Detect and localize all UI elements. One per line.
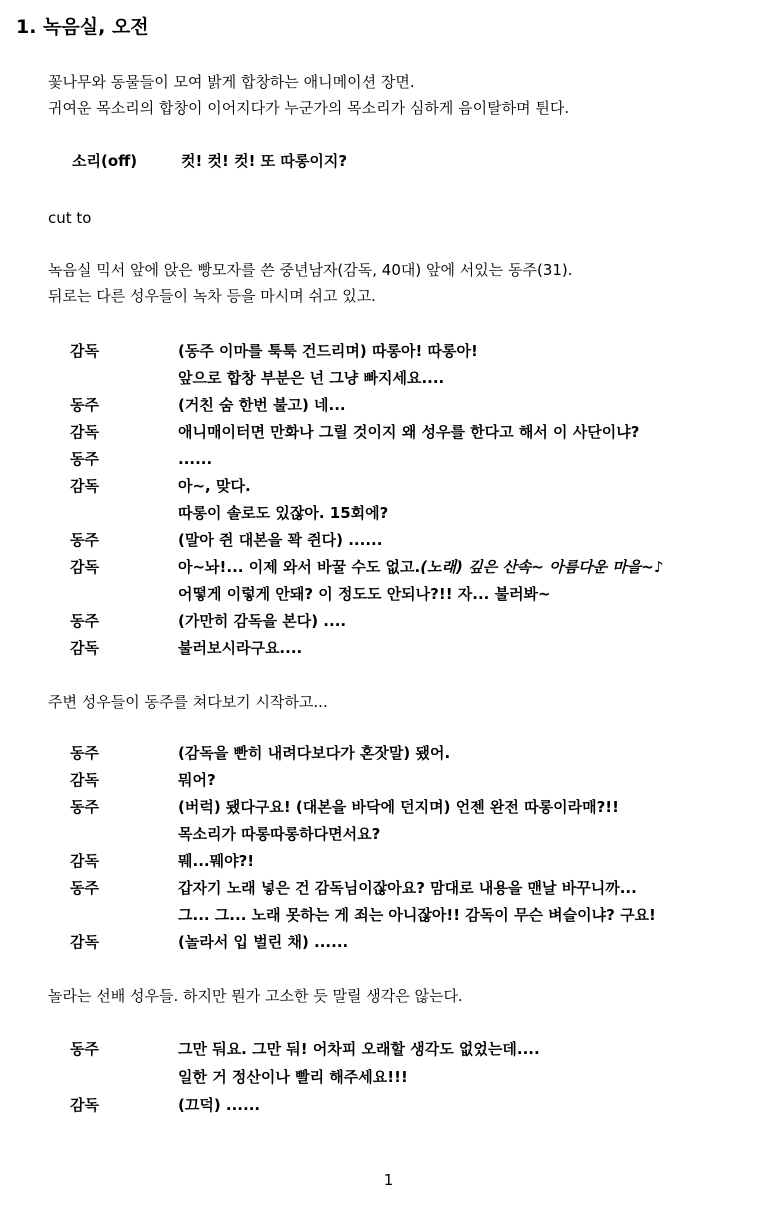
action-line: 꽃나무와 동물들이 모여 밝게 합창하는 애니메이션 장면. [48, 73, 415, 91]
dialogue-row [70, 419, 639, 446]
dialogue-text: 어떻게 이렇게 안돼? 이 정도도 안되나?!! 자... 불러봐~ [178, 585, 551, 603]
dialogue-row [70, 608, 346, 635]
dialogue-row [70, 767, 216, 794]
speaker-name: 동주 [70, 531, 99, 549]
page-number: 1 [383, 1171, 394, 1189]
speaker-name: 감독 [70, 342, 99, 360]
dialogue-text: (감독을 빤히 내려다보다가 혼잣말) 됐어. [178, 744, 451, 762]
dialogue-text: 갑자기 노래 넣은 건 감독님이잖아요? 맘대로 내용을 맨날 바꾸니까... [178, 879, 637, 897]
speaker-name: 감독 [70, 477, 99, 495]
dialogue-row [70, 1092, 260, 1119]
speaker-name: 동주 [70, 879, 99, 897]
dialogue-row [70, 848, 254, 875]
action-line: 귀여운 목소리의 합창이 이어지다가 누군가의 목소리가 심하게 음이탈하며 튄다. [48, 99, 570, 117]
dialogue-text: 불러보시라구요.... [178, 639, 303, 657]
dialogue-text: 뭬...뭬야?! [178, 852, 255, 870]
dialogue-text: 뭐어? [178, 771, 216, 789]
dialogue-row [70, 338, 478, 365]
song-lyric-text: (노래) 깊은 산속~ 아름다운 마을~♪ [420, 558, 664, 576]
speaker-name: 동주 [70, 798, 99, 816]
dialogue-text: 목소리가 따롱따롱하다면서요? [178, 825, 381, 843]
speaker-name: 감독 [70, 771, 99, 789]
dialogue-text: (가만히 감독을 본다) .... [178, 612, 347, 630]
speaker-name: 감독 [70, 852, 99, 870]
speaker-name: 감독 [70, 639, 99, 657]
dialogue-text: ...... [178, 450, 213, 468]
dialogue-text: 따롱이 솔로도 있잖아. 15회에? [178, 504, 389, 522]
dialogue-text: (거친 숨 한번 불고) 네... [178, 396, 346, 414]
speaker-name: 감독 [70, 423, 99, 441]
speaker-name: 동주 [70, 1040, 99, 1058]
dialogue-row [70, 794, 619, 821]
sound-off-line [72, 150, 347, 171]
dialogue-row [70, 1064, 408, 1091]
dialogue-row [70, 554, 663, 581]
dialogue-text: 아~, 맞다. [178, 477, 251, 495]
dialogue-row [70, 875, 637, 902]
dialogue-row [70, 365, 444, 392]
dialogue-text: 컷! 컷! 컷! 또 따롱이지? [181, 152, 348, 170]
dialogue-text: (동주 이마를 툭툭 건드리며) 따롱아! 따롱아! [178, 342, 478, 360]
transition-cut-to: cut to [48, 209, 92, 227]
dialogue-text: 애니매이터면 만화나 그릴 것이지 왜 성우를 한다고 해서 이 사단이냐? [178, 423, 640, 441]
dialogue-row [70, 581, 551, 608]
speaker-name: 감독 [70, 558, 99, 576]
scene-heading: 1. 녹음실, 오전 [16, 16, 149, 38]
dialogue-row [70, 473, 251, 500]
speaker-name: 소리(off) [72, 152, 138, 170]
dialogue-row [70, 1036, 540, 1063]
dialogue-row [70, 740, 450, 767]
dialogue-row [70, 902, 656, 929]
dialogue-text: (놀라서 입 벌린 채) ...... [178, 933, 349, 951]
dialogue-text: 일한 거 정산이나 빨리 해주세요!!! [178, 1068, 408, 1086]
speaker-name: 동주 [70, 744, 99, 762]
dialogue-text: 앞으로 합창 부분은 넌 그냥 빠지세요.... [178, 369, 445, 387]
dialogue-row [70, 527, 382, 554]
dialogue-text: (버럭) 됐다구요! (대본을 바닥에 던지며) 언젠 완전 따롱이라매?!! [178, 798, 619, 816]
dialogue-row [70, 929, 348, 956]
dialogue-text: (말아 쥔 대본을 꽉 쥔다) ...... [178, 531, 383, 549]
dialogue-row [70, 635, 302, 662]
speaker-name: 감독 [70, 1096, 99, 1114]
dialogue-row [70, 392, 346, 419]
dialogue-text: 그... 그... 노래 못하는 게 죄는 아니잖아!! 감독이 무슨 벼슬이냐? 구요! [178, 906, 656, 924]
action-line: 주변 성우들이 동주를 쳐다보기 시작하고... [48, 693, 328, 711]
action-line: 놀라는 선배 성우들. 하지만 뭔가 고소한 듯 말릴 생각은 않는다. [48, 987, 463, 1005]
action-line: 녹음실 믹서 앞에 앉은 빵모자를 쓴 중년남자(감독, 40대) 앞에 서있는 동주(31). [48, 261, 573, 279]
dialogue-text: (끄덕) ...... [178, 1096, 261, 1114]
speaker-name: 동주 [70, 450, 99, 468]
dialogue-row [70, 446, 212, 473]
dialogue-text: 아~놔!... 이제 와서 바꿀 수도 없고. [178, 558, 421, 576]
speaker-name: 동주 [70, 396, 99, 414]
speaker-name: 감독 [70, 933, 99, 951]
dialogue-row [70, 821, 380, 848]
speaker-name: 동주 [70, 612, 99, 630]
action-line: 뒤로는 다른 성우들이 녹차 등을 마시며 쉬고 있고. [48, 287, 376, 305]
dialogue-row [70, 500, 388, 527]
dialogue-text: 그만 둬요. 그만 둬! 어차피 오래할 생각도 없었는데.... [178, 1040, 540, 1058]
